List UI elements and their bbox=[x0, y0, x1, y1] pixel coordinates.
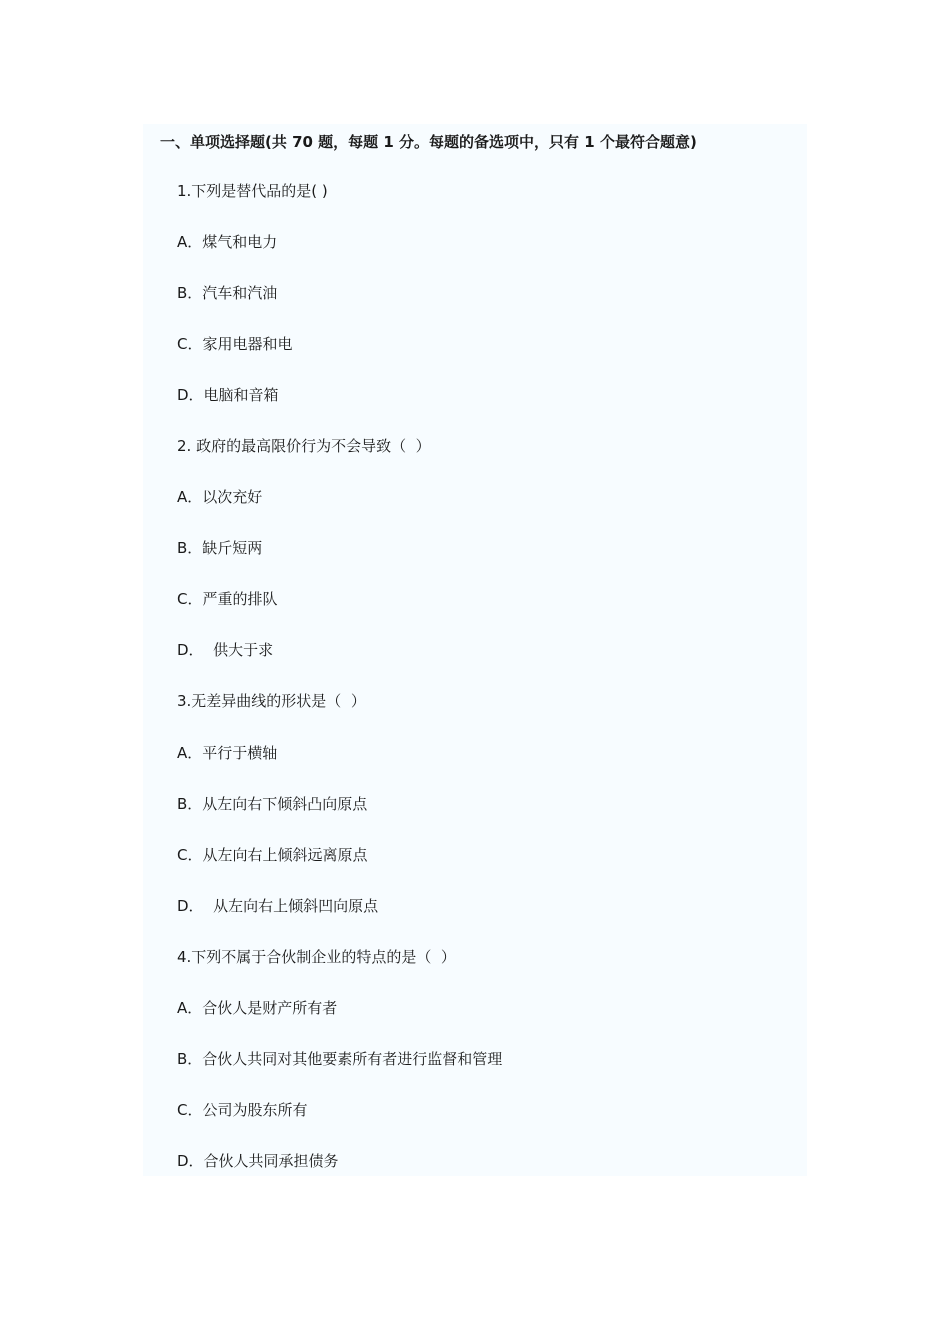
question-2-option-c: C．严重的排队 bbox=[177, 590, 278, 609]
question-2-option-a: A．以次充好 bbox=[177, 488, 263, 507]
question-4-option-a: A．合伙人是财产所有者 bbox=[177, 998, 338, 1017]
section-title: 一、单项选择题(共 70 题，每题 1 分。每题的备选项中，只有 1 个最符合题意) bbox=[160, 133, 697, 151]
question-4-option-c: C．公司为股东所有 bbox=[177, 1100, 308, 1119]
question-3-option-b: B．从左向右下倾斜凸向原点 bbox=[177, 794, 368, 813]
question-3-stem: 3.无差异曲线的形状是（ ） bbox=[177, 692, 366, 711]
question-1-option-d: D．电脑和音箱 bbox=[177, 386, 279, 405]
question-3-option-a: A．平行于横轴 bbox=[177, 743, 278, 762]
exam-panel bbox=[143, 124, 807, 1176]
question-2-option-b: B．缺斤短两 bbox=[177, 539, 263, 558]
question-1-stem: 1.下列是替代品的是( ) bbox=[177, 182, 328, 200]
question-2-stem: 2. 政府的最高限价行为不会导致（ ） bbox=[177, 437, 431, 456]
question-1-option-c: C．家用电器和电 bbox=[177, 335, 293, 354]
question-2-option-d: D． 供大于求 bbox=[177, 641, 274, 660]
question-4-option-b: B．合伙人共同对其他要素所有者进行监督和管理 bbox=[177, 1049, 503, 1068]
question-4-option-d: D．合伙人共同承担债务 bbox=[177, 1151, 339, 1170]
question-1-option-b: B．汽车和汽油 bbox=[177, 284, 278, 303]
question-list bbox=[177, 181, 502, 1202]
question-3-option-d: D． 从左向右上倾斜凹向原点 bbox=[177, 896, 379, 915]
question-4-stem: 4.下列不属于合伙制企业的特点的是（ ） bbox=[177, 947, 456, 966]
question-3-option-c: C．从左向右上倾斜远离原点 bbox=[177, 845, 368, 864]
question-1-option-a: A．煤气和电力 bbox=[177, 233, 278, 252]
